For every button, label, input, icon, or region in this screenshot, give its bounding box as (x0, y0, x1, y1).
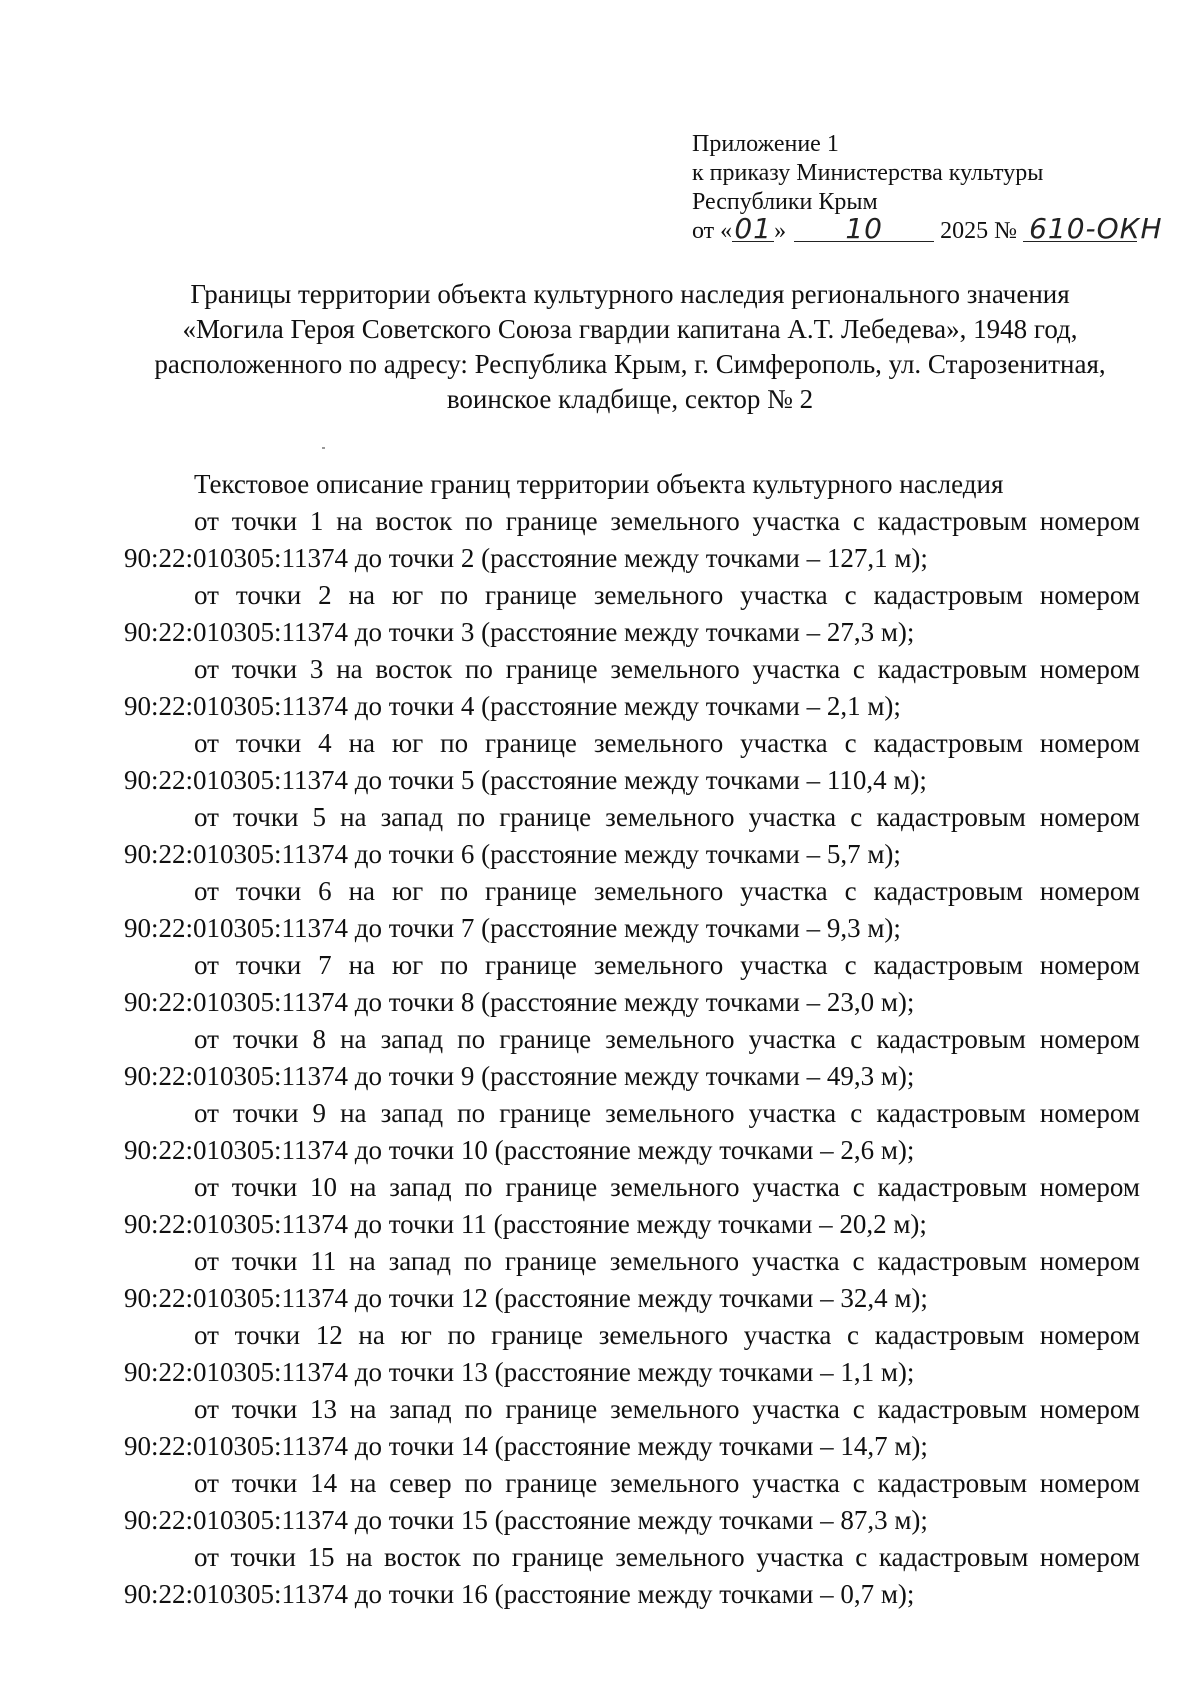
paragraph: от точки 4 на юг по границе земельного участка с кадастровым номером 90:22:010305:11374 до точки 5 (расстояние между точками – 110,4 м); (124, 728, 1140, 795)
appendix-header (692, 130, 1163, 246)
title-line-4: воинское кладбище, сектор № 2 (446, 384, 814, 414)
scan-speck (322, 447, 325, 449)
title-line-2: «Могила Героя Советского Союза гвардии капитана А.Т. Лебедева», 1948 год, (182, 314, 1078, 344)
appendix-line-2: к приказу Министерства культуры (692, 160, 1044, 186)
title-line-1: Границы территории объекта культурного наследия регионального значения (190, 279, 1070, 309)
date-month: 10 (794, 217, 934, 242)
appendix-line-3: Республики Крым (692, 189, 878, 215)
order-number: 610-ОКН (1023, 217, 1137, 242)
paragraph: от точки 5 на запад по границе земельного участка с кадастровым номером 90:22:010305:11374 до точки 6 (расстояние между точками – 5,7 м); (124, 802, 1140, 869)
paragraph: от точки 11 на запад по границе земельного участка с кадастровым номером 90:22:010305:11374 до точки 12 (расстояние между точками – 32,4 м); (124, 1246, 1140, 1313)
paragraph: от точки 1 на восток по границе земельного участка с кадастровым номером 90:22:010305:11374 до точки 2 (расстояние между точками – 127,1 м); (124, 506, 1140, 573)
date-mid: » (774, 218, 787, 244)
paragraph: от точки 3 на восток по границе земельного участка с кадастровым номером 90:22:010305:11374 до точки 4 (расстояние между точками – 2,1 м); (124, 654, 1140, 721)
paragraph: от точки 6 на юг по границе земельного участка с кадастровым номером 90:22:010305:11374 до точки 7 (расстояние между точками – 9,3 м); (124, 876, 1140, 943)
subheading: Текстовое описание границ территории объекта культурного наследия (194, 469, 1004, 499)
paragraph: от точки 7 на юг по границе земельного участка с кадастровым номером 90:22:010305:11374 до точки 8 (расстояние между точками – 23,0 м); (124, 950, 1140, 1017)
date-prefix: от « (692, 218, 733, 244)
paragraph: от точки 12 на юг по границе земельного участка с кадастровым номером 90:22:010305:11374 до точки 13 (расстояние между точками – 1,1 м); (124, 1320, 1140, 1387)
paragraph: от точки 10 на запад по границе земельного участка с кадастровым номером 90:22:010305:11374 до точки 11 (расстояние между точками – 20,2 м); (124, 1172, 1140, 1239)
paragraph: от точки 9 на запад по границе земельного участка с кадастровым номером 90:22:010305:11374 до точки 10 (расстояние между точками – 2,6 м); (124, 1098, 1140, 1165)
document-title (110, 277, 1150, 417)
boundary-description (124, 466, 1140, 1613)
paragraph: от точки 14 на север по границе земельного участка с кадастровым номером 90:22:010305:11374 до точки 15 (расстояние между точками – 87,3 м); (124, 1468, 1140, 1535)
date-day: 01 (732, 217, 774, 242)
paragraph: от точки 2 на юг по границе земельного участка с кадастровым номером 90:22:010305:11374 до точки 3 (расстояние между точками – 27,3 м); (124, 580, 1140, 647)
title-line-3: расположенного по адресу: Республика Крым, г. Симферополь, ул. Старозенитная, (154, 349, 1106, 379)
paragraph: от точки 8 на запад по границе земельного участка с кадастровым номером 90:22:010305:11374 до точки 9 (расстояние между точками – 49,3 м); (124, 1024, 1140, 1091)
appendix-date-line (692, 212, 1163, 246)
appendix-line-1: Приложение 1 (692, 131, 839, 157)
date-year: 2025 № (940, 218, 1018, 244)
paragraph: от точки 13 на запад по границе земельного участка с кадастровым номером 90:22:010305:11374 до точки 14 (расстояние между точками – 14,7 м); (124, 1394, 1140, 1461)
paragraph: от точки 15 на восток по границе земельного участка с кадастровым номером 90:22:010305:11374 до точки 16 (расстояние между точками – 0,7 м); (124, 1542, 1140, 1609)
